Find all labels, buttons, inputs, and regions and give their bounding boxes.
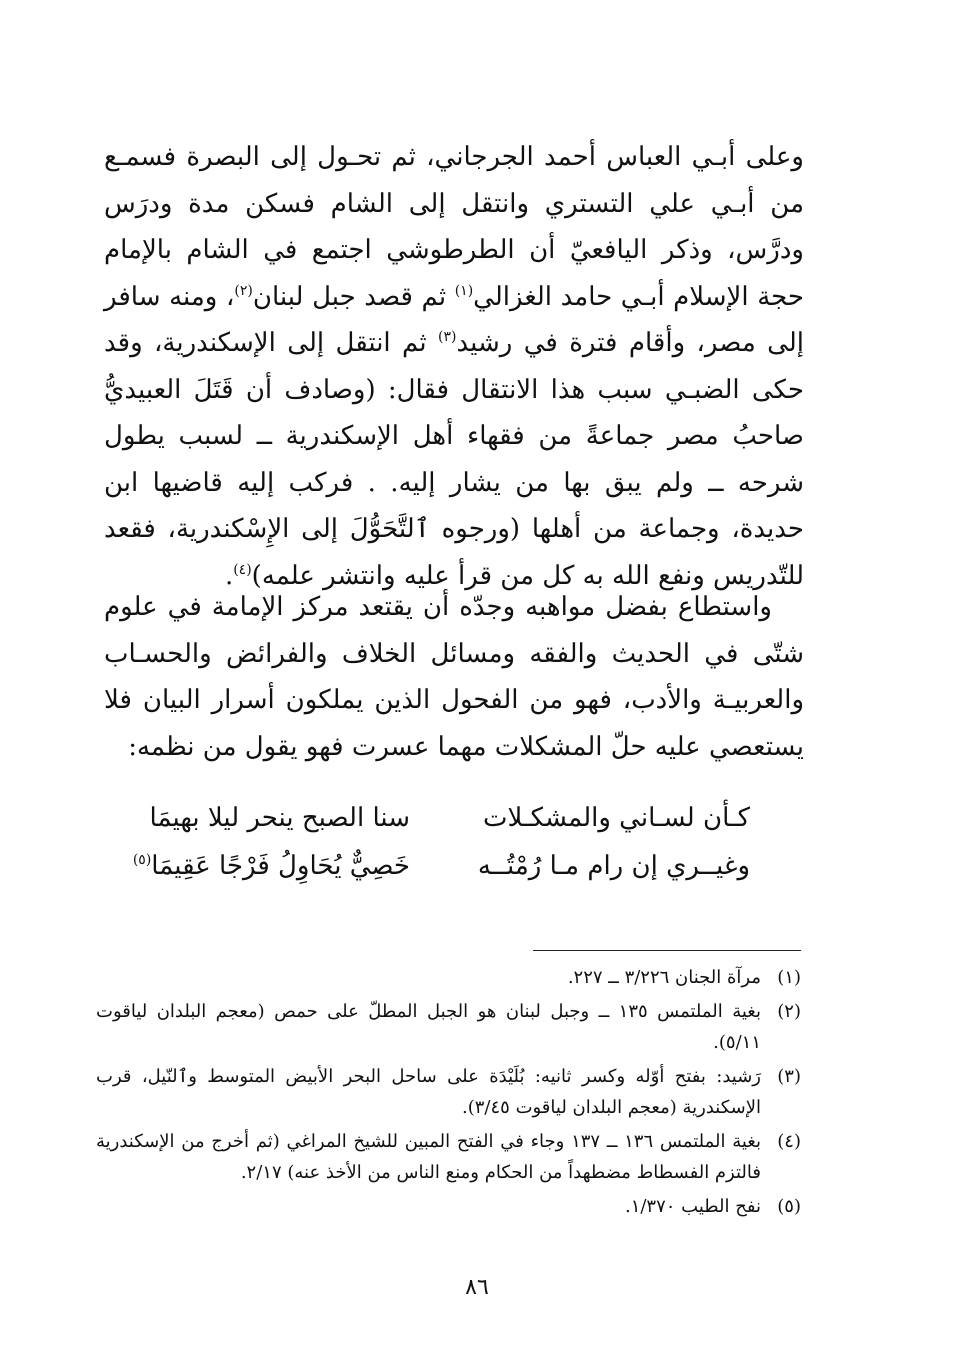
verse-2-first-hemistich: وغيــري إن رام مـا رُمْتُــه (477, 851, 750, 881)
main-paragraph-1 (104, 134, 804, 599)
footnote-number: (٢) (777, 1000, 801, 1022)
footnote-ref-4[interactable]: (٤) (233, 561, 252, 578)
footnote-number: (٣) (777, 1065, 801, 1087)
footnote-text: مرآة الجنان ٣/٢٢٦ ــ ٢٢٧. (567, 967, 761, 988)
poem-verse-1 (140, 796, 750, 841)
paragraph-2-text: واستطاع بفضل مواهبه وجدّه أن يقتعد مركز الإمامة في علوم شتّى في الحديث والفقه ومسائل الخلاف والفرائض والحسـاب والعربيـة والأدب، فهو من الفحول الذين يملكون أسرار البيان فلا يستعصي عليه حلّ المشكلات مهما عسرت فهو يقول من نظمه: (104, 592, 804, 762)
footnote-text: نفح الطيب ١/٣٧٠. (624, 1195, 761, 1217)
footnotes (96, 962, 801, 1224)
footnote-text: بغية الملتمس ١٣٦ ــ ١٣٧ وجاء في الفتح المبين للشيخ المراغي (ثم أخرج من الإسكندرية فالتزم الفسطاط مضطهداً من الحكام ومنع الناس من الأخذ عنه) ٢/١٧. (96, 1130, 761, 1183)
verse-2-second-hemistich (132, 844, 410, 889)
footnote-item (96, 996, 801, 1059)
footnote-number: (٥) (777, 1195, 801, 1217)
footnote-text: بغية الملتمس ١٣٥ ــ وجبل لبنان هو الجبل المطلّ على حمص (معجم البلدان لياقوت ٥/١١). (96, 1000, 761, 1053)
paragraph-1-text-a: وعلى أبـي العباس أحمد الجرجاني، ثم تحـول إلى البصرة فسمـع من أبـي علي التستري وانتقل إلى الشام فسكن مدة ودرَس ودرَّس، وذكر اليافعيّ أن الطرطوشي اجتمع في الشام بالإمام حجة الإسلام أبـي حامد الغزالي (104, 142, 805, 312)
verse-2-second-hemistich-text: خَصِيٌّ يُحَاوِلُ فَرْجًا عَقِيمَا (151, 851, 410, 881)
paragraph-1-text-e: . (224, 560, 234, 591)
footnote-text: رَشيد: بفتح أوّله وكسر ثانيه: بُلَيْدَة على ساحل البحر الأبيض المتوسط وٱلنّيل، قرب الإسكندرية (معجم البلدان لياقوت ٣/٤٥). (96, 1065, 761, 1118)
footnote-ref-5[interactable]: (٥) (132, 852, 152, 868)
poem-verse-2 (132, 844, 750, 889)
footnote-item (96, 1191, 801, 1223)
footnote-ref-3[interactable]: (٣) (438, 329, 457, 345)
page-number: ٨٦ (465, 1275, 489, 1300)
footnote-ref-1[interactable]: (١) (454, 282, 474, 299)
footnote-ref-2[interactable]: (٢) (234, 282, 253, 299)
footnote-divider (533, 950, 801, 951)
paragraph-1-text-c: ، ومنه سافر إلى مصر، وأقام فترة في رشيد (104, 281, 804, 358)
footnote-number: (٤) (777, 1130, 801, 1152)
verse-1-second-hemistich: سنا الصبح ينحر ليلا بهيمَا (149, 803, 410, 833)
footnote-number: (١) (777, 967, 801, 988)
footnote-item (96, 1061, 801, 1124)
paragraph-1-text-b: ثم قصد جبل لبنان (252, 281, 455, 312)
paragraph-1-text-d: ثم انتقل إلى الإسكندرية، وقد حكى الضبـي سبب هذا الانتقال فقال: (وصادف أن قَتَلَ العبيديُّ صاحبُ مصر جماعةً من فقهاء أهل الإسكندرية ــ لسبب يطول شرحه ــ ولم يبق بها من يشار إليه. . فركب إليه قاضيها ابن حديدة، وجماعة من أهلها (ورجوه ٱلتَّحَوُّلَ إلى الإِسْكندرية، فقعد للتّدريس ونفع الله به كل من قرأ عليه وانتشر علمه) (104, 328, 804, 591)
footnote-item (96, 1126, 801, 1189)
verse-1-first-hemistich: كـأن لسـاني والمشكـلات (483, 803, 750, 833)
footnote-item (96, 962, 801, 994)
main-paragraph-2 (104, 584, 804, 770)
